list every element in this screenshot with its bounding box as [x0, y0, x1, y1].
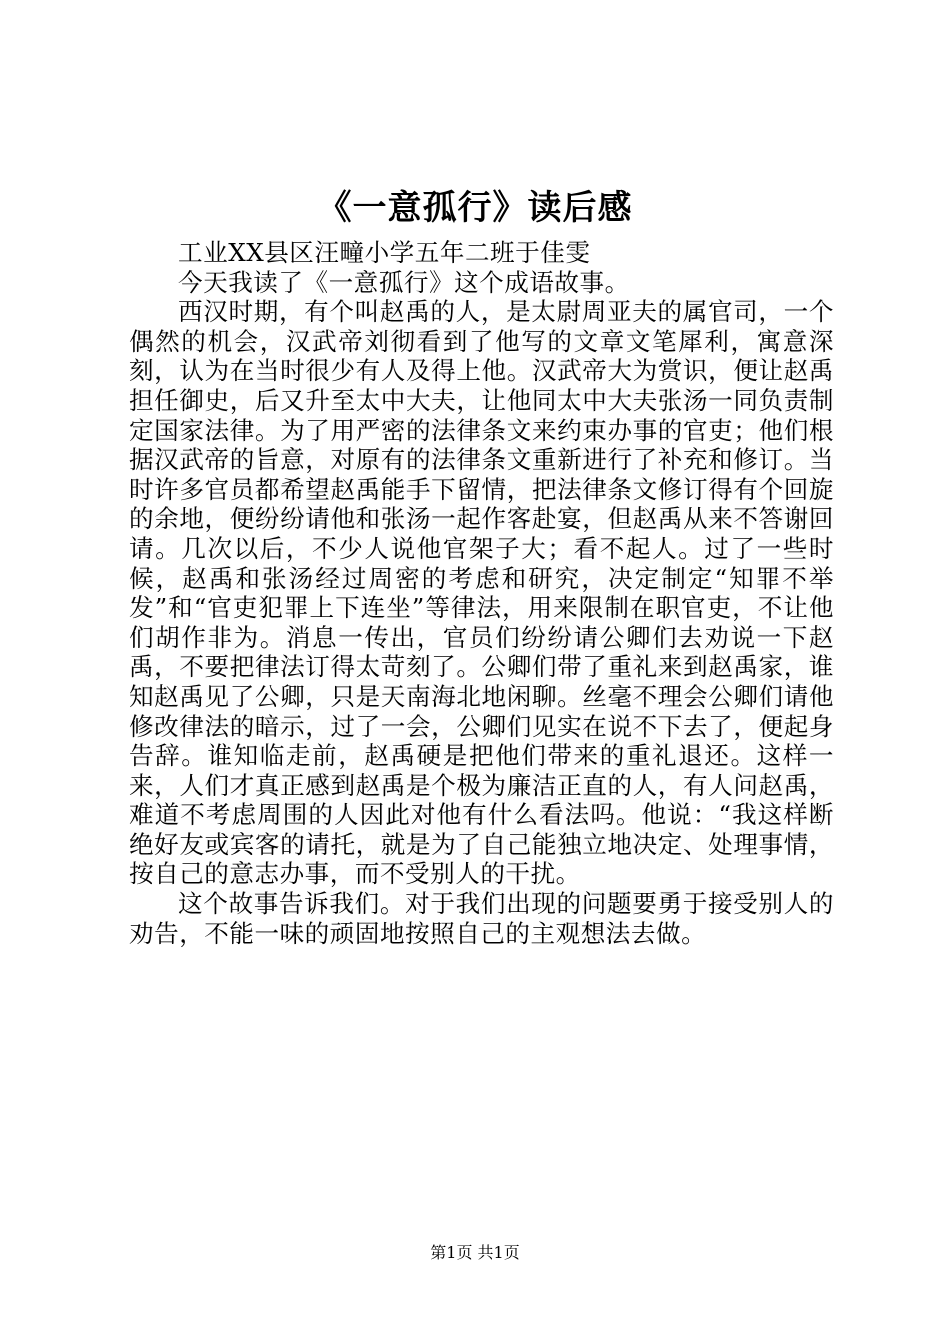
conclusion-paragraph: 这个故事告诉我们。对于我们出现的问题要勇于接受别人的劝告，不能一味的顽固地按照自己的主观想法去做。 — [129, 889, 834, 948]
document-body — [129, 238, 834, 948]
story-paragraph: 西汉时期，有个叫赵禹的人，是太尉周亚夫的属官司，一个偶然的机会，汉武帝刘彻看到了他写的文章文笔犀利，寓意深刻，认为在当时很少有人及得上他。汉武帝大为赏识，便让赵禹担任御史，后又升至太中大夫，让他同太中大夫张汤一同负责制定国家法律。为了用严密的法律条文来约束办事的官吏；他们根据汉武帝的旨意，对原有的法律条文重新进行了补充和修订。当时许多官员都希望赵禹能手下留情，把法律条文修订得有个回旋的余地，便纷纷请他和张汤一起作客赴宴，但赵禹从来不答谢回请。几次以后，不少人说他官架子大；看不起人。过了一些时候，赵禹和张汤经过周密的考虑和研究，决定制定“知罪不举发”和“官吏犯罪上下连坐”等律法，用来限制在职官吏，不让他们胡作非为。消息一传出，官员们纷纷请公卿们去劝说一下赵禹，不要把律法订得太苛刻了。公卿们带了重礼来到赵禹家，谁知赵禹见了公卿，只是天南海北地闲聊。丝毫不理会公卿们请他修改律法的暗示，过了一会，公卿们见实在说不下去了，便起身告辞。谁知临走前，赵禹硬是把他们带来的重礼退还。这样一来，人们才真正感到赵禹是个极为廉洁正直的人，有人问赵禹，难道不考虑周围的人因此对他有什么看法吗。他说：“我这样断绝好友或宾客的请托，就是为了自己能独立地决定、处理事情，按自己的意志办事，而不受别人的干扰。 — [129, 297, 834, 889]
page-footer: 第1页 共1页 — [430, 1243, 520, 1262]
intro-paragraph: 今天我读了《一意孤行》这个成语故事。 — [178, 267, 630, 297]
author-line: 工业XX县区汪疃小学五年二班于佳雯 — [178, 238, 591, 267]
document-title: 《一意孤行》读后感 — [317, 188, 633, 228]
